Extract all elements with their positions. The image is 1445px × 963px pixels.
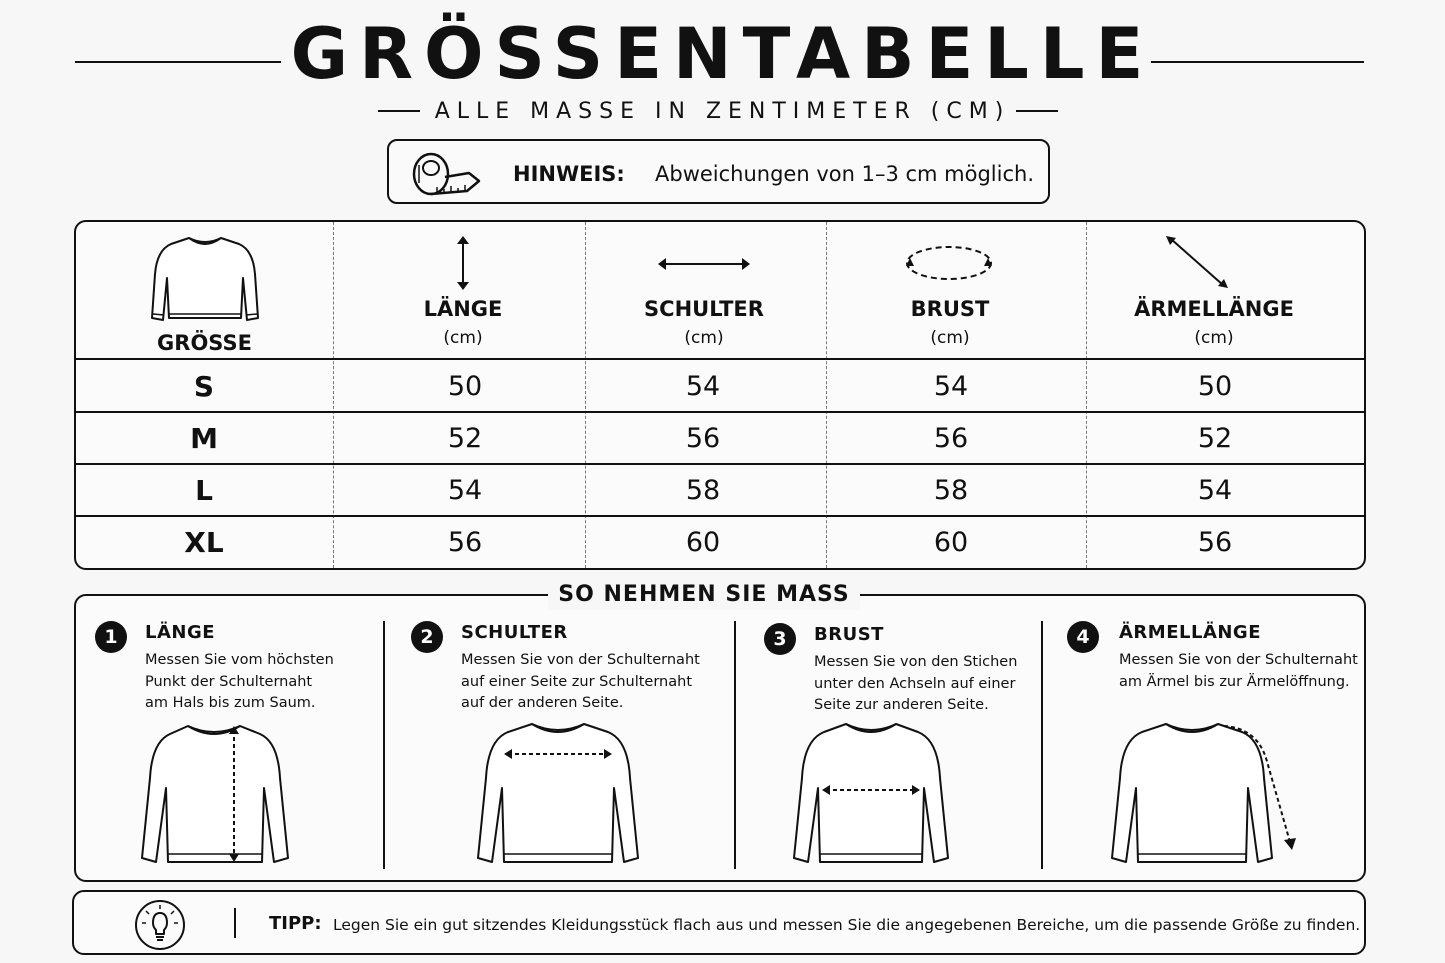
column-unit: (cm): [684, 328, 724, 348]
column-unit: (cm): [930, 328, 970, 348]
value-cell: 56: [933, 423, 969, 454]
step-number: 4: [1067, 621, 1099, 653]
value-cell: 60: [685, 527, 721, 558]
lightbulb-icon: [134, 899, 186, 951]
size-cell: L: [195, 474, 213, 507]
measure-section-title: SO NEHMEN SIE MASS: [548, 580, 860, 610]
step-text-line: Messen Sie von der Schulternaht: [1119, 652, 1358, 668]
value-cell: 56: [447, 527, 483, 558]
column-label: ÄRMELLÄNGE: [1134, 297, 1294, 321]
page-subtitle: ALLE MASSE IN ZENTIMETER (CM): [434, 99, 1011, 124]
diagonal-arrow-icon: [1164, 234, 1230, 290]
step-divider: [734, 621, 736, 869]
step-text: [1119, 650, 1359, 693]
tip-divider: [234, 908, 236, 938]
row-rule: [76, 463, 1364, 465]
measuring-tape-icon: [411, 151, 483, 197]
column-header-laenge: [343, 297, 583, 349]
size-cell: M: [190, 422, 218, 455]
step-divider: [383, 621, 385, 869]
note-box: [387, 139, 1050, 204]
value-cell: 54: [447, 475, 483, 506]
value-cell: 56: [685, 423, 721, 454]
measure-section: [74, 594, 1366, 882]
circumference-icon: [902, 242, 996, 284]
column-label: BRUST: [910, 297, 990, 321]
column-header-schulter: [584, 297, 824, 349]
column-label: LÄNGE: [423, 297, 503, 321]
step-title: SCHULTER: [461, 622, 568, 643]
tip-label: TIPP:: [269, 913, 322, 934]
step-text-line: am Hals bis zum Saum.: [145, 695, 316, 711]
row-rule: [76, 515, 1364, 517]
value-cell: 54: [685, 371, 721, 402]
step-title: ÄRMELLÄNGE: [1119, 622, 1262, 643]
step-title: LÄNGE: [145, 622, 216, 643]
step-text-line: auf der anderen Seite.: [461, 695, 624, 711]
note-text: Abweichungen von 1–3 cm möglich.: [655, 162, 1035, 186]
value-cell: 56: [1197, 527, 1233, 558]
column-unit: (cm): [1194, 328, 1234, 348]
vertical-arrow-icon: [453, 234, 473, 292]
value-cell: 52: [1197, 423, 1233, 454]
value-cell: 50: [1197, 371, 1233, 402]
value-cell: 50: [447, 371, 483, 402]
column-label: SCHULTER: [644, 297, 764, 321]
step-number: 2: [411, 621, 443, 653]
sweater-sleeve-illustration: [1106, 718, 1302, 868]
step-text: [814, 652, 1044, 717]
size-cell: S: [193, 370, 215, 403]
value-cell: 54: [933, 371, 969, 402]
step-title: BRUST: [814, 624, 884, 645]
step-text-line: Messen Sie von den Stichen: [814, 654, 1018, 670]
sweater-shoulder-illustration: [470, 718, 646, 868]
column-unit: (cm): [443, 328, 483, 348]
step-text-line: auf einer Seite zur Schulternaht: [461, 673, 693, 690]
page-title: GRÖSSENTABELLE: [290, 13, 1155, 95]
value-cell: 60: [933, 527, 969, 558]
size-cell: XL: [184, 526, 224, 559]
step-text-line: unter den Achseln auf einer: [814, 675, 1016, 692]
step-text-line: Messen Sie vom höchsten: [145, 652, 334, 668]
value-cell: 58: [933, 475, 969, 506]
sweater-length-illustration: [136, 718, 292, 868]
tip-text: Legen Sie ein gut sitzendes Kleidungsstück flach aus und messen Sie die angegebenen Bereiche, um die passende Größe zu finden.: [333, 916, 1361, 934]
sweater-icon: [149, 230, 261, 326]
step-text-line: am Ärmel bis zur Ärmelöffnung.: [1119, 673, 1350, 690]
column-header-brust: [830, 297, 1070, 349]
tip-box: [72, 890, 1366, 955]
step-number: 3: [764, 623, 796, 655]
value-cell: 58: [685, 475, 721, 506]
size-table: [74, 220, 1366, 570]
column-header-aermellaenge: [1094, 297, 1334, 349]
size-column-header: GRÖSSE: [157, 331, 252, 355]
step-text-line: Messen Sie von der Schulternaht: [461, 652, 700, 668]
sweater-chest-illustration: [788, 718, 954, 868]
header-rule: [76, 358, 1364, 360]
step-text: [145, 650, 375, 715]
note-label: HINWEIS:: [513, 162, 625, 186]
step-text-line: Punkt der Schulternaht: [145, 673, 313, 690]
horizontal-arrow-icon: [656, 256, 752, 272]
value-cell: 52: [447, 423, 483, 454]
row-rule: [76, 411, 1364, 413]
value-cell: 54: [1197, 475, 1233, 506]
step-number: 1: [95, 621, 127, 653]
step-text: [461, 650, 711, 715]
step-text-line: Seite zur anderen Seite.: [814, 697, 989, 713]
